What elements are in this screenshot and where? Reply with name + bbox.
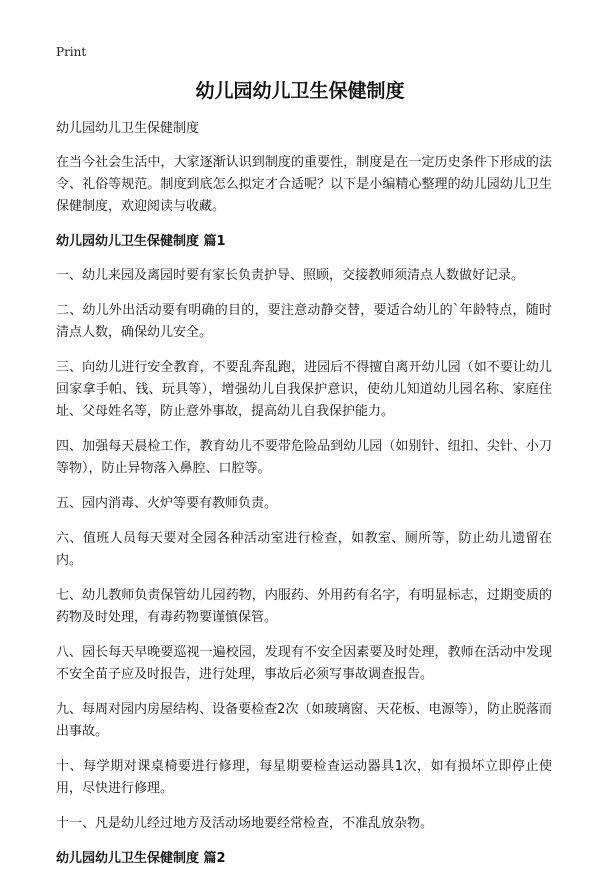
rule-item-9: 九、每周对园内房屋结构、设备要检查2次（如玻璃窗、天花板、电源等），防止脱落而出事故。 [56, 702, 552, 739]
rule-item-6: 六、值班人员每天要对全园各种活动室进行检查，如教室、厕所等，防止幼儿遗留在内。 [56, 531, 552, 568]
section-heading-2: 幼儿园幼儿卫生保健制度 篇2 [56, 851, 226, 866]
rule-item-8: 八、园长每天早晚要巡视一遍校园，发现有不安全因素要及时处理，教师在活动中发现不安全苗子应及时报告，进行处理，事故后必须写事故调查报告。 [56, 645, 552, 682]
print-label: Print [56, 45, 87, 59]
rule-item-10: 十、每学期对课桌椅要进行修理，每星期要检查运动器具1次，如有损坏立即停止使用，尽快进行修理。 [56, 759, 552, 796]
rule-item-3: 三、向幼儿进行安全教育，不要乱奔乱跑，进园后不得擅自离开幼儿园（如不要让幼儿回家拿手帕、钱、玩具等），增强幼儿自我保护意识，使幼儿知道幼儿园名称、家庭住址、父母姓名等，防止意外事故，提高幼儿自我保护能力。 [56, 360, 552, 419]
rule-item-7: 七、幼儿教师负责保管幼儿园药物，内服药、外用药有名字，有明显标志，过期变质的药物及时处理，有毒药物要谨慎保管。 [56, 588, 552, 625]
intro-paragraph: 在当今社会生活中，大家逐渐认识到制度的重要性，制度是在一定历史条件下形成的法令、礼俗等规范。制度到底怎么拟定才合适呢？以下是小编精心整理的幼儿园幼儿卫生保健制度，欢迎阅读与收藏。 [56, 155, 552, 214]
section-heading-1: 幼儿园幼儿卫生保健制度 篇1 [56, 234, 226, 249]
document-body [56, 118, 552, 882]
page-title: 幼儿园幼儿卫生保健制度 [195, 80, 405, 102]
rule-item-11: 十一、凡是幼儿经过地方及活动场地要经常检查，不准乱放杂物。 [56, 816, 434, 831]
rule-item-5: 五、园内消毒、火炉等要有教师负责。 [56, 496, 278, 511]
rule-item-2: 二、幼儿外出活动要有明确的目的，要注意动静交替，要适合幼儿的`年龄特点，随时清点人数，确保幼儿安全。 [56, 303, 552, 340]
rule-item-4: 四、加强每天晨检工作，教育幼儿不要带危险品到幼儿园（如别针、纽扣、尖针、小刀等物），防止异物落入鼻腔、口腔等。 [56, 439, 552, 476]
intro-subtitle: 幼儿园幼儿卫生保健制度 [56, 121, 200, 136]
rule-item-1: 一、幼儿来园及离园时要有家长负责护导、照顾，交接教师须清点人数做好记录。 [56, 268, 525, 283]
